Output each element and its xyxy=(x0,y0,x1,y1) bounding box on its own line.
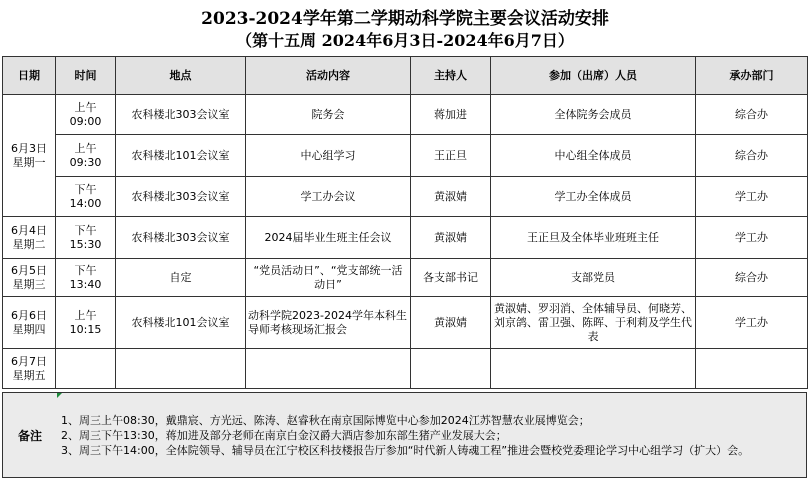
notes-label: 备注 xyxy=(17,428,42,443)
day-date: 6月6日 xyxy=(11,308,47,322)
time-value: 09:00 xyxy=(69,114,102,128)
host-cell: 王正旦 xyxy=(411,135,491,177)
attendees-cell: 学工办全体成员 xyxy=(491,177,696,217)
time-value: 10:15 xyxy=(69,322,102,336)
table-row xyxy=(3,95,808,135)
attendees-cell: 中心组全体成员 xyxy=(491,135,696,177)
attendees-cell: 王正旦及全体毕业班班主任 xyxy=(491,217,696,259)
empty-cell xyxy=(246,349,411,389)
table-row xyxy=(3,135,808,177)
empty-cell xyxy=(491,349,696,389)
content-cell: 动科学院2023-2024学年本科生导师考核现场汇报会 xyxy=(246,297,411,349)
time-period: 上午 xyxy=(74,141,97,155)
header-host: 主持人 xyxy=(411,57,491,95)
attendees-cell: 全体院务会成员 xyxy=(491,95,696,135)
day-date: 6月5日 xyxy=(11,263,47,277)
cell-marker-icon xyxy=(57,393,62,398)
schedule-table xyxy=(2,56,808,389)
table-row xyxy=(3,349,808,389)
host-cell: 黄淑婧 xyxy=(411,177,491,217)
location-cell: 农科楼北303会议室 xyxy=(116,95,246,135)
host-cell: 黄淑婧 xyxy=(411,217,491,259)
day-date: 6月7日 xyxy=(11,354,47,368)
empty-cell xyxy=(411,349,491,389)
note-item: 2、周三下午13:30，蒋加进及部分老师在南京白金汉爵大酒店参加东部生猪产业发展大会； xyxy=(61,429,507,442)
time-period: 上午 xyxy=(74,100,97,114)
dept-cell: 学工办 xyxy=(696,177,808,217)
empty-cell xyxy=(696,349,808,389)
time-cell xyxy=(56,177,116,217)
time-cell xyxy=(56,135,116,177)
dept-cell: 综合办 xyxy=(696,95,808,135)
time-value: 13:40 xyxy=(69,277,102,291)
header-date: 日期 xyxy=(3,57,56,95)
attendees-cell: 支部党员 xyxy=(491,259,696,297)
day-cell-wed xyxy=(3,259,56,297)
location-cell: 农科楼北303会议室 xyxy=(116,217,246,259)
day-weekday: 星期二 xyxy=(12,237,46,251)
content-cell: “党员活动日”、“党支部统一活动日” xyxy=(246,259,411,297)
dept-cell: 学工办 xyxy=(696,297,808,349)
table-row xyxy=(3,217,808,259)
time-period: 下午 xyxy=(74,263,97,277)
empty-cell xyxy=(116,349,246,389)
header-time: 时间 xyxy=(56,57,116,95)
time-cell xyxy=(56,297,116,349)
content-cell: 院务会 xyxy=(246,95,411,135)
time-value: 09:30 xyxy=(69,155,102,169)
note-item: 1、周三上午08:30，戴鼎宸、方光远、陈涛、赵睿秋在南京国际博览中心参加2024江苏智慧农业展博览会； xyxy=(61,414,590,427)
day-date: 6月4日 xyxy=(11,223,47,237)
day-cell-thu xyxy=(3,297,56,349)
table-header-row xyxy=(3,57,808,95)
content-cell: 2024届毕业生班主任会议 xyxy=(246,217,411,259)
time-period: 下午 xyxy=(74,223,97,237)
attendees-cell: 黄淑婧、罗羽消、全体辅导员、何晓芳、刘京鸽、雷卫强、陈晖、于利莉及学生代表 xyxy=(491,297,696,349)
content-cell: 学工办会议 xyxy=(246,177,411,217)
page-subtitle: （第十五周 2024年6月3日-2024年6月7日） xyxy=(236,31,574,50)
host-cell: 黄淑婧 xyxy=(411,297,491,349)
notes-section xyxy=(2,392,807,478)
dept-cell: 综合办 xyxy=(696,259,808,297)
location-cell: 农科楼北303会议室 xyxy=(116,177,246,217)
day-cell-fri xyxy=(3,349,56,389)
table-row xyxy=(3,297,808,349)
day-weekday: 星期五 xyxy=(12,368,46,382)
header-dept: 承办部门 xyxy=(696,57,808,95)
location-cell: 自定 xyxy=(116,259,246,297)
day-date: 6月3日 xyxy=(11,141,47,155)
location-cell: 农科楼北101会议室 xyxy=(116,297,246,349)
time-cell xyxy=(56,217,116,259)
day-weekday: 星期三 xyxy=(12,277,46,291)
time-period: 上午 xyxy=(74,308,97,322)
day-cell-mon xyxy=(3,95,56,217)
day-weekday: 星期一 xyxy=(12,155,46,169)
time-cell xyxy=(56,259,116,297)
dept-cell: 学工办 xyxy=(696,217,808,259)
host-cell: 蒋加进 xyxy=(411,95,491,135)
dept-cell: 综合办 xyxy=(696,135,808,177)
table-row xyxy=(3,259,808,297)
time-value: 14:00 xyxy=(69,196,102,210)
table-row xyxy=(3,177,808,217)
header-attendees: 参加（出席）人员 xyxy=(491,57,696,95)
empty-cell xyxy=(56,349,116,389)
time-cell xyxy=(56,95,116,135)
page-title: 2023-2024学年第二学期动科学院主要会议活动安排 xyxy=(201,9,609,29)
time-period: 下午 xyxy=(74,182,97,196)
day-cell-tue xyxy=(3,217,56,259)
content-cell: 中心组学习 xyxy=(246,135,411,177)
header-location: 地点 xyxy=(116,57,246,95)
note-item: 3、周三下午14:00，全体院领导、辅导员在江宁校区科技楼报告厅参加“时代新人铸魂工程”推进会暨校党委理论学习中心组学习（扩大）会。 xyxy=(61,444,750,457)
header-content: 活动内容 xyxy=(246,57,411,95)
time-value: 15:30 xyxy=(69,237,102,251)
location-cell: 农科楼北101会议室 xyxy=(116,135,246,177)
notes-body xyxy=(61,413,801,458)
day-weekday: 星期四 xyxy=(12,322,46,336)
host-cell: 各支部书记 xyxy=(411,259,491,297)
